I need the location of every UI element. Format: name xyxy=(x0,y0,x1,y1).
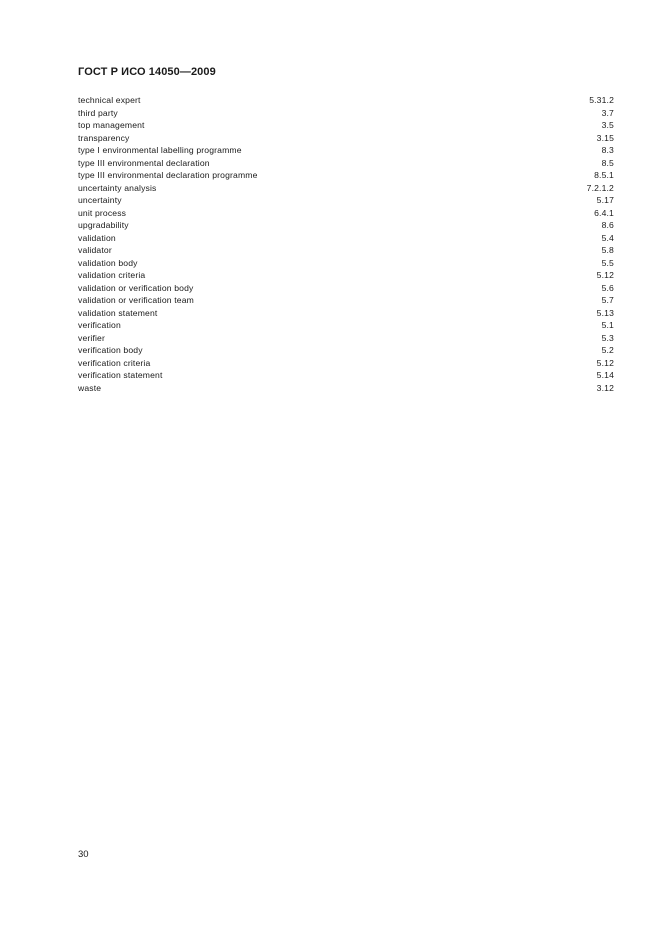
index-row xyxy=(78,307,614,320)
index-ref: 5.12 xyxy=(596,357,614,368)
index-row xyxy=(78,157,614,170)
index-term: validation criteria xyxy=(78,270,146,280)
index-ref: 5.4 xyxy=(601,232,614,243)
index-term: validation body xyxy=(78,257,138,268)
index-row xyxy=(78,357,614,370)
index-term: verifier xyxy=(78,332,105,343)
index-ref: 5.5 xyxy=(601,257,614,268)
index-row xyxy=(78,207,614,220)
index-row xyxy=(78,294,614,307)
index-ref: 5.3 xyxy=(601,332,614,343)
index-term: verification criteria xyxy=(78,357,151,368)
index-row xyxy=(78,269,614,282)
index-ref: 3.15 xyxy=(596,132,614,143)
index-row xyxy=(78,382,614,395)
index-ref: 5.8 xyxy=(601,245,614,255)
index-row xyxy=(78,182,614,195)
index-ref: 3.5 xyxy=(601,120,614,130)
index-term: uncertainty xyxy=(78,195,122,205)
index-row xyxy=(78,119,614,132)
index-ref: 3.12 xyxy=(596,382,614,393)
index-ref: 5.17 xyxy=(596,195,614,205)
index-term: validation or verification body xyxy=(78,282,194,293)
index-ref: 8.5.1 xyxy=(594,170,614,180)
index-row xyxy=(78,344,614,357)
index-row xyxy=(78,107,614,120)
index-ref: 8.3 xyxy=(601,145,614,155)
index-ref: 7.2.1.2 xyxy=(586,182,614,193)
index-term: validation xyxy=(78,232,116,243)
index-ref: 5.6 xyxy=(601,282,614,293)
index-row xyxy=(78,144,614,157)
page-number: 30 xyxy=(78,849,89,860)
index-ref: 5.14 xyxy=(596,370,614,380)
index-row xyxy=(78,132,614,145)
index-term: type I environmental labelling programme xyxy=(78,145,242,155)
index-row xyxy=(78,244,614,257)
index-row xyxy=(78,332,614,345)
index-term: verification body xyxy=(78,345,143,355)
index-term: unit process xyxy=(78,207,127,218)
index-ref: 8.6 xyxy=(601,220,614,230)
index-row xyxy=(78,369,614,382)
index-term: verification xyxy=(78,320,121,330)
index-row xyxy=(78,219,614,232)
index-row xyxy=(78,282,614,295)
index-ref: 5.31.2 xyxy=(589,95,614,105)
index-term: uncertainty analysis xyxy=(78,182,157,193)
index-term: transparency xyxy=(78,132,130,143)
index-row xyxy=(78,194,614,207)
index-term: technical expert xyxy=(78,95,141,105)
index-ref: 6.4.1 xyxy=(594,207,614,218)
index-row xyxy=(78,257,614,270)
index-row xyxy=(78,232,614,245)
index-term: third party xyxy=(78,107,118,118)
index-term: waste xyxy=(78,382,102,393)
index-term: validation statement xyxy=(78,307,158,318)
index-ref: 8.5 xyxy=(601,157,614,168)
index-row xyxy=(78,169,614,182)
index-term: verification statement xyxy=(78,370,163,380)
index-term: validator xyxy=(78,245,112,255)
index-term: validation or verification team xyxy=(78,295,194,305)
index-ref: 5.1 xyxy=(601,320,614,330)
index-ref: 3.7 xyxy=(601,107,614,118)
index-ref: 5.2 xyxy=(601,345,614,355)
index-term: upgradability xyxy=(78,220,129,230)
index-list xyxy=(78,94,614,394)
index-row xyxy=(78,319,614,332)
index-row xyxy=(78,94,614,107)
index-term: type III environmental declaration programme xyxy=(78,170,258,180)
index-ref: 5.13 xyxy=(596,307,614,318)
index-ref: 5.7 xyxy=(601,295,614,305)
page-title: ГОСТ Р ИСО 14050—2009 xyxy=(78,66,216,78)
index-term: type III environmental declaration xyxy=(78,157,210,168)
index-term: top management xyxy=(78,120,145,130)
index-ref: 5.12 xyxy=(596,270,614,280)
